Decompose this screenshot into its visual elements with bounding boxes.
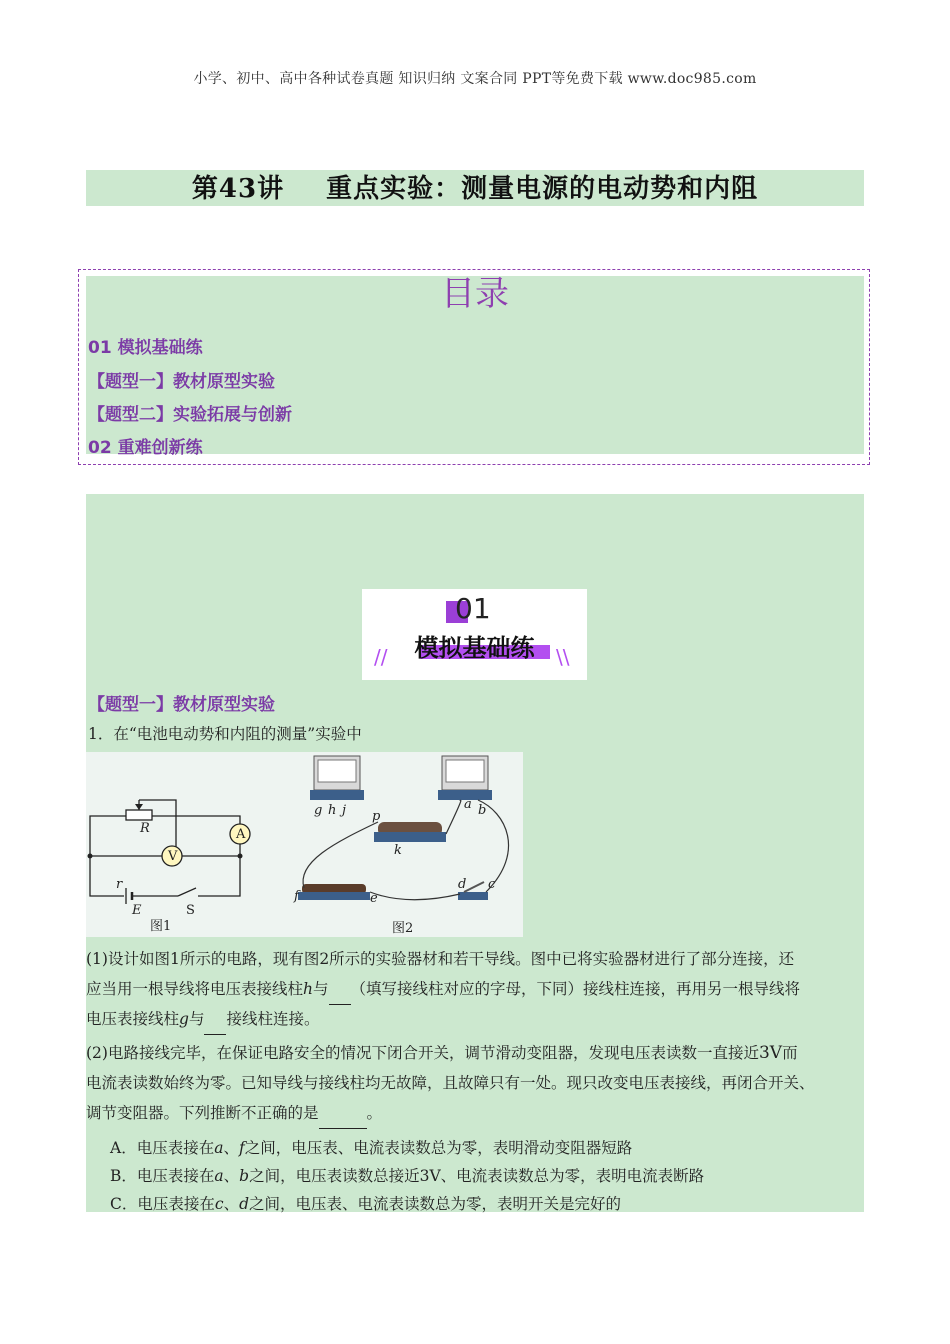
toc-heading: 目录 xyxy=(441,274,509,314)
terminal-a: a xyxy=(464,797,472,812)
option-a[interactable] xyxy=(110,1136,632,1158)
lecture-topic: 重点实验：测量电源的电动势和内阻 xyxy=(326,174,759,204)
label-A: A xyxy=(236,827,246,842)
part1-var-h: h xyxy=(303,980,313,998)
option-c-v1: c xyxy=(214,1195,224,1213)
resistor-icon xyxy=(126,810,152,820)
terminal-f: f xyxy=(294,889,299,904)
part2-line1 xyxy=(86,1038,866,1068)
terminal-e: e xyxy=(370,891,378,906)
slider-arrow-icon xyxy=(135,804,143,810)
label-R: R xyxy=(140,821,150,836)
answer-blank-3[interactable] xyxy=(319,1098,367,1129)
page-header: 小学、初中、高中各种试卷真题 知识归纳 文案合同 PPT等免费下载 www.doc985.com xyxy=(193,71,757,87)
toc-item-3[interactable]: 【题型二】实验拓展与创新 xyxy=(88,405,292,425)
label-V: V xyxy=(168,849,178,864)
toc-item-4[interactable]: 02 重难创新练 xyxy=(88,438,203,458)
option-a-v1: a xyxy=(214,1139,224,1157)
fig2-caption: 图2 xyxy=(392,921,414,936)
part1-text-6: 接线柱连接。 xyxy=(226,1010,320,1028)
terminal-d: d xyxy=(458,877,467,892)
terminal-b: b xyxy=(478,803,487,818)
junction-dot-left xyxy=(88,854,93,859)
terminal-j: j xyxy=(342,803,347,818)
part1-line3 xyxy=(86,1004,866,1035)
terminal-c: c xyxy=(488,877,496,892)
answer-blank-2[interactable] xyxy=(204,1004,226,1035)
terminal-p: p xyxy=(372,809,381,824)
option-c-v2: d xyxy=(239,1195,250,1213)
badge-slash-right: \\ xyxy=(556,645,570,669)
option-c-post: 之间，电压表、电流表读数总为零，表明开关是完好的 xyxy=(249,1195,622,1213)
toc-item-2[interactable]: 【题型一】教材原型实验 xyxy=(88,372,275,392)
terminal-g: g xyxy=(314,803,323,818)
lecture-number: 第43讲 xyxy=(191,174,285,204)
answer-blank-1[interactable] xyxy=(329,974,351,1005)
option-a-post: 之间，电压表、电流表读数总为零，表明滑动变阻器短路 xyxy=(244,1139,633,1157)
part2-text-3: 调节变阻器。下列推断不正确的是 xyxy=(86,1104,319,1122)
toc-item-1[interactable]: 01 模拟基础练 xyxy=(88,338,203,358)
option-a-pre: A．电压表接在 xyxy=(110,1139,215,1157)
circuit-figure xyxy=(86,752,523,937)
label-r: r xyxy=(116,877,123,892)
option-b-v2: b xyxy=(239,1167,250,1185)
badge-label: 模拟基础练 xyxy=(414,634,535,662)
part1-text-4: 电压表接线柱 xyxy=(86,1010,180,1028)
option-a-sep: 、 xyxy=(223,1139,239,1157)
junction-dot-right xyxy=(238,854,243,859)
option-b-pre: B．电压表接在 xyxy=(110,1167,215,1185)
circuit-figure-svg xyxy=(86,752,523,937)
terminal-k: k xyxy=(394,843,402,858)
badge-slash-left: // xyxy=(374,645,388,669)
page-title xyxy=(86,170,864,206)
option-b-v1: a xyxy=(214,1167,224,1185)
badge-number: 01 xyxy=(455,592,491,625)
part2-text-2: 而 xyxy=(782,1044,798,1062)
section-heading: 【题型一】教材原型实验 xyxy=(88,695,275,715)
question-intro: 1．在“电池电动势和内阻的测量”实验中 xyxy=(88,725,362,743)
part1-text-2: 与 xyxy=(313,980,329,998)
part2-text-1: (2)电路接线完毕，在保证电路安全的情况下闭合开关，调节滑动变阻器，发现电压表读数一直接近 xyxy=(86,1044,759,1062)
label-S: S xyxy=(186,903,195,918)
option-a-v2: f xyxy=(238,1139,245,1157)
part2-voltage: 3V xyxy=(758,1043,783,1063)
label-E: E xyxy=(132,903,142,918)
fig1-caption: 图1 xyxy=(150,919,172,934)
part1-text-5: 与 xyxy=(188,1010,205,1028)
option-b[interactable] xyxy=(110,1164,704,1186)
switch-icon xyxy=(458,892,488,900)
option-c[interactable] xyxy=(110,1192,621,1214)
part1-text-3: （填写接线柱对应的字母，下同）接线柱连接，再用另一根导线将 xyxy=(350,980,801,998)
option-c-pre: C．电压表接在 xyxy=(110,1195,215,1213)
terminal-h: h xyxy=(328,803,337,818)
part2-line3 xyxy=(86,1098,866,1129)
part2-line2: 电流表读数始终为零。已知导线与接线柱均无故障，且故障只有一处。现只改变电压表接线，再闭合开关、 xyxy=(86,1074,815,1092)
part1-line2 xyxy=(86,974,866,1005)
part1-text-1: 应当用一根导线将电压表接线柱 xyxy=(86,980,304,998)
part1-var-g: g xyxy=(179,1010,189,1028)
option-c-sep: 、 xyxy=(223,1195,240,1213)
option-b-sep: 、 xyxy=(223,1167,240,1185)
part2-text-4: 。 xyxy=(366,1104,383,1122)
option-b-post: 之间，电压表读数总接近3V、电流表读数总为零，表明电流表断路 xyxy=(249,1167,705,1185)
part1-line1: (1)设计如图1所示的电路，现有图2所示的实验器材和若干导线。图中已将实验器材进行了部分连接，还 xyxy=(86,950,795,968)
